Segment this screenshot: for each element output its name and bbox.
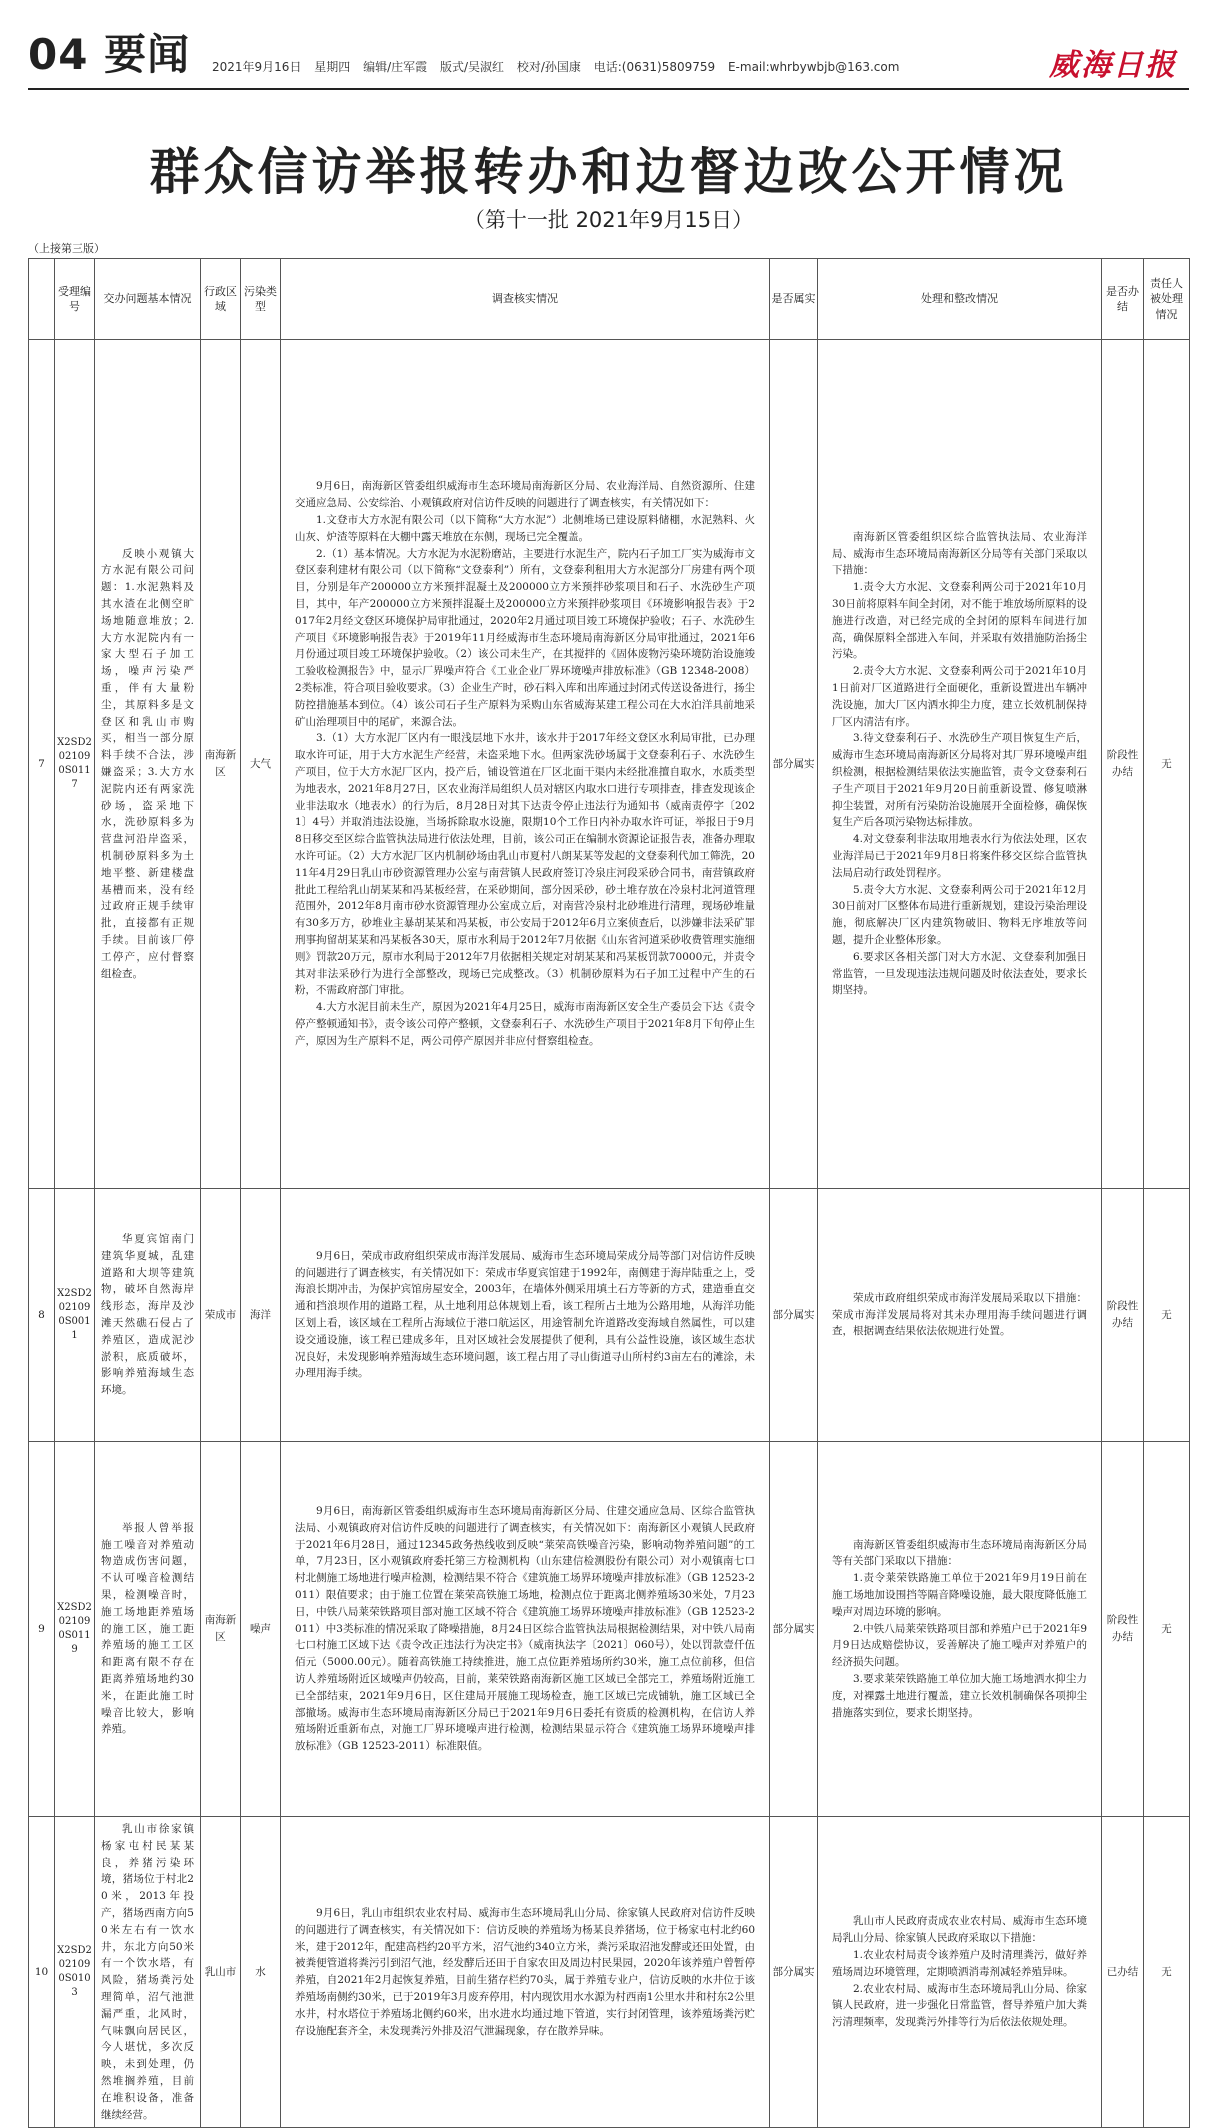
cell-handling xyxy=(818,1442,1102,1817)
table-row xyxy=(29,340,1190,1189)
cell-handling-paragraph: 6.要求区各相关部门对大方水泥、文登泰利加强日常监管，一旦发现违法违规问题及时依法查处，要求长期坚持。 xyxy=(832,950,1087,997)
header-verified: 是否属实 xyxy=(770,259,818,340)
cell-investigation xyxy=(281,1442,770,1817)
continued-note: （上接第三版） xyxy=(28,242,105,255)
cell-type: 水 xyxy=(241,1817,281,2128)
header-closed: 是否办结 xyxy=(1102,259,1144,340)
cell-closed: 阶段性办结 xyxy=(1102,1442,1144,1817)
cell-investigation-paragraph: 9月6日，南海新区管委组织威海市生态环境局南海新区分局、农业海洋局、自然资源所、住建交通应急局、公安综治、小观镇政府对信访件反映的问题进行了调查核实，有关情况如下： xyxy=(295,480,755,510)
cell-problem-text: 举报人曾举报施工噪音对养殖动物造成伤害问题，不认可噪音检测结果，检测噪音时，施工场地距养殖场的施工区，施工距养殖场的施工工区和距离有限不存在距离养殖场地约30米，在距此施工时噪音比较大，影响养殖。 xyxy=(101,1521,194,1736)
header-phone: 电话:(0631)5809759 xyxy=(593,60,716,74)
cell-problem xyxy=(95,340,201,1189)
header-info xyxy=(212,58,908,75)
cell-investigation-paragraph: 9月6日，荣成市政府组织荣成市海洋发展局、威海市生态环境局荣成分局等部门对信访件反映的问题进行了调查核实，有关情况如下：荣成市华夏宾馆建于1992年，南侧建于海岸陆重之上，受海浪长期冲击，为保护宾馆房屋安全，2003年，在墙体外侧采用填土石方等新的方式，建造垂直交通和挡浪坝作用的道路工程，从土地利用总体规划上看，该工程所占土地为公路用地，从海洋功能区划上看，该区域在工程所占海域位于港口航运区，用途管制允许道路改变海域自然属性，可以建设交通设施，该工程已建成多年，且对区域社会发展提供了便利，具有公益性设施，该区域生态状况良好，未发现影响养殖海域生态环境问题，该工程占用了寻山街道寻山所村约3亩左右的滩涂，未办理用海手续。 xyxy=(295,1249,755,1380)
cell-investigation-paragraph: 9月6日，南海新区管委组织威海市生态环境局南海新区分局、住建交通应急局、区综合监管执法局、小观镇政府对信访件反映的问题进行了调查核实，有关情况如下：南海新区小观镇人民政府于2021年6月28日，通过12345政务热线收到反映“莱荣高铁噪音污染，影响动物养殖问题”的工单，7月23日，区小观镇政府委托第三方检测机构（山东建信检测股份有限公司）对小观镇南七口村北侧施工场地进行噪声检测，检测结果不符合《建筑施工场界环境噪声排放标准》（GB 12523-2011）限值要求；由于施工位置在莱荣高铁施工场地，检测点位于距离北侧养殖场30米处，7月23日，中铁八局莱荣铁路项目部对施工区域不符合《建筑施工场界环境噪声排放标准》（GB 12523-2011）中3类标准的情况采取了降噪措施，8月24日区综合监管执法局根据检测结果，对中铁八局南七口村施工区域下达《责令改正违法行为决定书》（威南执法字〔2021〕060号），处以罚款壹仟伍佰元（5000.00元）。随着高铁施工持续推进，施工点位距养殖场所约30米，施工点位前移，但信访人养殖场附近区域噪声仍较高，目前，莱荣铁路南海新区施工区域已全部完工，养殖场附近施工已全部结束，2021年9月6日，区住建局开展施工现场检查，施工区域已完成铺轨，施工区域已全部撤场。威海市生态环境局南海新区分局已于2021年9月6日委托有资质的检测机构，在信访人养殖场附近重新布点，对施工厂界环境噪声进行检测，检测结果显示符合《建筑施工场界环境噪声排放标准》（GB 12523-2011）标准限值。 xyxy=(295,1505,755,1753)
cell-type: 噪声 xyxy=(241,1442,281,1817)
cell-investigation-paragraph: 3.（1）大方水泥厂区内有一眼浅层地下水井，该水井于2017年经文登区水利局审批，已办理取水许可证，用于大方水泥生产经营，未盗采地下水。但两家洗砂场属于文登泰利石子、水洗砂生产项目，位于大方水泥厂区内，投产后，铺设管道在厂区北面干渠内未经批准擅自取水，水质类型为地表水，2021年8月27日，区农业海洋局组织人员对辖区内取水口进行专项排查，排查发现该企业非法取水（地表水）的行为后，8月28日对其下达责令停止违法行为通知书（威南责停字〔2021〕4号）并取消违法设施，当场拆除取水设施，限期10个工作日内补办取水许可证，举报日于9月8日移交至区综合监管执法局进行依法处理，目前，该公司正在编制水资源论证报告表，准备办理取水许可证。（2）大方水泥厂区内机制砂场由乳山市夏村八朗某某等发起的文登泰利代加工筛洗，2011年4月29日乳山市砂资源管理办公室与南营镇人民政府签订冷泉庄河段采砂合同书，南营镇政府批此工程给乳山胡某某和冯某板经营，在采砂期间，部分因采砂，砂土堆存放在冷泉村北河道管理范围外，2012年8月南市砂水资源管理办公室成立后，对南营冷泉村北砂堆进行清理，现场砂堆量有30多万方，砂堆业主暴胡某某和冯某板，市公安局于2012年6月立案侦查后，以涉嫌非法采矿罪刑事拘留胡某某和冯某板各30天，原市水利局于2012年7月依据《山东省河道采砂收费管理实施细则》罚款20万元，原市水利局于2012年7月依据相关规定对胡某某和冯某板罚款70000元，并责令其对非法采砂行为进行全部整改，现场已完成整改。（3）机制砂原料为石子加工过程中产生的石粉，不需政府部门审批。 xyxy=(295,732,755,997)
complaint-table xyxy=(28,258,1190,2128)
table-header-row xyxy=(29,259,1190,340)
header-date: 2021年9月16日 xyxy=(212,60,302,74)
header-punished: 责任人被处理情况 xyxy=(1144,259,1190,340)
cell-verified: 部分属实 xyxy=(770,340,818,1189)
cell-problem xyxy=(95,1442,201,1817)
header-type: 污染类型 xyxy=(241,259,281,340)
cell-seq: 10 xyxy=(29,1817,55,2128)
cell-handling-paragraph: 3.要求莱荣铁路施工单位加大施工场地洒水抑尘力度，对裸露土地进行覆盖，建立长效机制确保各项抑尘措施落实到位，要求长期坚持。 xyxy=(832,1672,1087,1719)
header-rule xyxy=(28,88,1189,90)
cell-region: 荣成市 xyxy=(201,1189,241,1442)
cell-investigation-paragraph: 2.（1）基本情况。大方水泥为水泥粉磨站，主要进行水泥生产，院内石子加工厂实为威海市文登区泰利建材有限公司（以下简称“文登泰利”）所有，文登泰利租用大方水泥部分厂房建有两个项目，分别是年产200000立方米预拌混凝土及200000立方米预拌砂浆项目和石子、水洗砂生产项目，其中，年产200000立方米预拌混凝土及200000立方米预拌砂浆项目《环境影响报告表》于2017年2月经文登区环境保护局审批通过，2020年2月通过项目竣工环境保护验收；石子、水洗砂生产项目《环境影响报告表》于2019年11月经威海市生态环境局南海新区分局审批通过，2021年6月份通过项目竣工环境保护验收。（2）该公司未生产，在其搅拌的《固体废物污染环境防治设施竣工验收检测报告》中，显示厂界噪声符合《工业企业厂界环境噪声排放标准》（GB 12348-2008）2类标准，符合项目验收要求。（3）企业生产时，砂石料入库和出库通过封闭式传送设备进行，扬尘防控措施基本到位。（4）该公司石子生产原料为采购山东省威海某建工程公司在大水泊洋具前地采矿山治理项目中的尾矿，来源合法。 xyxy=(295,547,755,728)
cell-handling xyxy=(818,1817,1102,2128)
header-handling: 处理和整改情况 xyxy=(818,259,1102,340)
cell-punished: 无 xyxy=(1144,340,1190,1189)
cell-type: 大气 xyxy=(241,340,281,1189)
cell-handling-paragraph: 荣成市政府组织荣成市海洋发展局采取以下措施：荣成市海洋发展局将对其未办理用海手续问题进行调查，根据调查结果依法依规进行处置。 xyxy=(832,1291,1087,1338)
header-weekday: 星期四 xyxy=(314,60,351,74)
cell-verified: 部分属实 xyxy=(770,1817,818,2128)
cell-verified: 部分属实 xyxy=(770,1189,818,1442)
cell-handling-paragraph: 1.农业农村局责令该养殖户及时清理粪污，做好养殖场周边环境管理，定期喷洒消毒剂减轻养殖异味。 xyxy=(832,1948,1087,1978)
article-title: 群众信访举报转办和边督边改公开情况 xyxy=(149,142,1068,201)
cell-id: X2SD2021090S0119 xyxy=(55,1442,95,1817)
header-region: 行政区域 xyxy=(201,259,241,340)
cell-id: X2SD2021090S0117 xyxy=(55,340,95,1189)
cell-handling-paragraph: 3.待文登泰利石子、水洗砂生产项目恢复生产后，威海市生态环境局南海新区分局将对其厂界环境噪声组织检测，根据检测结果依法实施监管，责令文登泰利石子生产项目于2021年9月20日前重新设置、修复喷淋抑尘装置，对所有污染防治设施展开全面检修，确保恢复生产后各项污染物达标排放。 xyxy=(832,732,1087,829)
header-layout: 版式/吴淑红 xyxy=(440,60,505,74)
cell-closed: 阶段性办结 xyxy=(1102,340,1144,1189)
table-row xyxy=(29,1189,1190,1442)
cell-investigation-paragraph: 9月6日，乳山市组织农业农村局、威海市生态环境局乳山分局、徐家镇人民政府对信访件反映的问题进行了调查核实，有关情况如下：信访反映的养殖场为杨某良养猪场，位于杨家屯村北约60米，建于2012年，配建高档约20平方米，沼气池约340立方米，粪污采取沼池发酵或还田处置，由被粪便管道将粪污引到沼气池，经发酵后还田于自家农田及周边村民果园，2020年该养殖户曾暂停养殖，自2021年2月起恢复养殖，目前生猪存栏约70头，属于养殖专业户，信访反映的水井位于该养殖场南侧约30米，已于2019年3月废弃停用，村内现饮用水水源为村西南1公里水井和村东2公里水井，村水塔位于养殖场北侧约60米，出水进水均通过地下管道，实行封闭管理，该养殖场粪污贮存设施配套齐全，未发现粪污外排及沼气泄漏现象，存在散养异味。 xyxy=(295,1906,755,2037)
cell-problem xyxy=(95,1189,201,1442)
cell-problem-text: 反映小观镇大方水泥有限公司问题：1.水泥熟料及其水渣在北侧空旷场地随意堆放；2.大方水泥院内有一家大型石子加工场，噪声污染严重，伴有大量粉尘，其原料多是文登区和乳山市购买，相当一部分原料手续不合法，涉嫌盗采；3.大方水泥院内还有两家洗砂场，盗采地下水，洗砂原料多为营盘河沿岸盗采，机制砂原料多为土地平整、新建楼盘基槽而来，没有经过政府正规手续审批，直接都有正规手续。目前该厂停工停产，应付督察组检查。 xyxy=(101,547,194,980)
cell-handling-paragraph: 乳山市人民政府责成农业农村局、威海市生态环境局乳山分局、徐家镇人民政府采取以下措施： xyxy=(832,1915,1087,1945)
cell-investigation-paragraph: 4.大方水泥目前未生产，原因为2021年4月25日，威海市南海新区安全生产委员会下达《责令停产整顿通知书》，责令该公司停产整顿，文登泰利石子、水洗砂生产项目于2021年8月下旬停止生产，原因为生产原料不足，两公司停产原因并非应付督察组检查。 xyxy=(295,1001,755,1047)
cell-region: 南海新区 xyxy=(201,340,241,1189)
cell-seq: 7 xyxy=(29,340,55,1189)
cell-closed: 已办结 xyxy=(1102,1817,1144,2128)
header-problem: 交办问题基本情况 xyxy=(95,259,201,340)
cell-id: X2SD2021090S0011 xyxy=(55,1189,95,1442)
header-id: 受理编号 xyxy=(55,259,95,340)
cell-seq: 9 xyxy=(29,1442,55,1817)
cell-type: 海洋 xyxy=(241,1189,281,1442)
cell-id: X2SD2021090S0103 xyxy=(55,1817,95,2128)
page-header xyxy=(0,0,1217,90)
header-email: E-mail:whrbywbjb@163.com xyxy=(727,60,900,74)
cell-handling-paragraph: 2.中铁八局莱荣铁路项目部和养殖户已于2021年9月9日达成赔偿协议，妥善解决了施工噪声对养殖户的经济损失问题。 xyxy=(832,1622,1087,1669)
cell-handling-paragraph: 5.责令大方水泥、文登泰利两公司于2021年12月30日前对厂区整体布局进行重新规划，建设污染治理设施，彻底解决厂区内建筑物破旧、物料无序堆放等问题，提升企业整体形象。 xyxy=(832,883,1087,946)
cell-handling-paragraph: 南海新区管委组织威海市生态环境局南海新区分局等有关部门采取以下措施： xyxy=(832,1538,1087,1568)
cell-handling-paragraph: 1.责令大方水泥、文登泰利两公司于2021年10月30日前将原料车间全封闭，对不能于堆放场所原料的设施进行改造，对已经完成的全封闭的原料车间进行加高，确保原料全部进入车间，并采取有效措施防治扬尘污染。 xyxy=(832,581,1087,661)
cell-punished: 无 xyxy=(1144,1817,1190,2128)
cell-problem-text: 华夏宾馆南门建筑华夏城，乱建道路和大坝等建筑物，破坏自然海岸线形态，海岸及沙滩天然礁石侵占了养殖区，造成泥沙淤积，底质破坏，影响养殖海域生态环境。 xyxy=(101,1233,194,1397)
cell-closed: 阶段性办结 xyxy=(1102,1189,1144,1442)
cell-problem xyxy=(95,1817,201,2128)
cell-handling-paragraph: 4.对文登泰利非法取用地表水行为依法处理，区农业海洋局已于2021年9月8日将案件移交区综合监管执法局启动行政处罚程序。 xyxy=(832,833,1087,879)
cell-punished: 无 xyxy=(1144,1189,1190,1442)
header-seq xyxy=(29,259,55,340)
table-row xyxy=(29,1817,1190,2128)
page-number: 04 要闻 xyxy=(28,30,191,79)
cell-handling-paragraph: 南海新区管委组织区综合监管执法局、农业海洋局、威海市生态环境局南海新区分局等有关部门采取以下措施： xyxy=(832,530,1087,577)
cell-region: 南海新区 xyxy=(201,1442,241,1817)
cell-handling-paragraph: 2.农业农村局、威海市生态环境局乳山分局、徐家镇人民政府，进一步强化日常监管，督导养殖户加大粪污清理频率，发现粪污外排等行为后依法依规处理。 xyxy=(832,1982,1087,2029)
cell-investigation-paragraph: 1.文登市大方水泥有限公司（以下简称“大方水泥”）北侧堆场已建设原料储棚，水泥熟料、火山灰、炉渣等原料在大棚中露天堆放在东侧，现场已完全覆盖。 xyxy=(295,514,755,543)
cell-region: 乳山市 xyxy=(201,1817,241,2128)
header-editor: 编辑/庄军霞 xyxy=(363,60,428,74)
cell-problem-text: 乳山市徐家镇杨家屯村民某某良，养猪污染环境，猪场位于村北20米，2013年投产，猪场西南方向50米左右有一饮水井，东北方向50米有一个饮水塔，有风险，猪场粪污处理简单，沼气池泄漏严重，北风时，气味飘向居民区，今人堪忧，多次反映，未到处理，仍然堆搁养殖，目前在堆积设备，准备继续经营。 xyxy=(101,1823,194,2121)
cell-verified: 部分属实 xyxy=(770,1442,818,1817)
cell-handling-paragraph: 2.责令大方水泥、文登泰利两公司于2021年10月1日前对厂区道路进行全面硬化，重新设置进出车辆冲洗设施，加大厂区内洒水抑尘力度，建立长效机制保持厂区内清洁有序。 xyxy=(832,665,1087,728)
cell-handling xyxy=(818,1189,1102,1442)
cell-investigation xyxy=(281,1189,770,1442)
cell-handling-paragraph: 1.责令莱荣铁路施工单位于2021年9月19日前在施工场地加设围挡等隔音降噪设施，最大限度降低施工噪声对周边环境的影响。 xyxy=(832,1572,1087,1618)
article-subtitle: （第十一批 2021年9月15日） xyxy=(463,208,754,232)
header-investigation: 调查核实情况 xyxy=(281,259,770,340)
cell-investigation xyxy=(281,1817,770,2128)
cell-handling xyxy=(818,340,1102,1189)
header-proof: 校对/孙国康 xyxy=(516,60,581,74)
cell-seq: 8 xyxy=(29,1189,55,1442)
cell-punished: 无 xyxy=(1144,1442,1190,1817)
table-row xyxy=(29,1442,1190,1817)
cell-investigation xyxy=(281,340,770,1189)
newspaper-logo: 威海日报 xyxy=(1049,48,1177,83)
